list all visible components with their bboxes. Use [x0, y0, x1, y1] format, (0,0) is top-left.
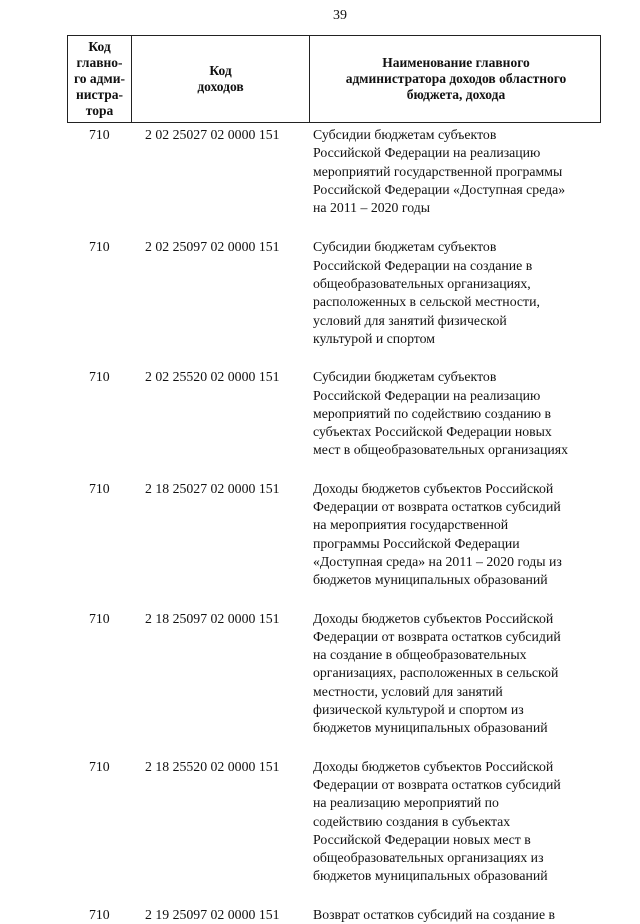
name-line: бюджетов муниципальных образований [313, 720, 548, 736]
name-line: мероприятий по содействию созданию в [313, 405, 552, 421]
name-line: на реализацию мероприятий по [313, 795, 499, 811]
name-line: бюджетов муниципальных образований [313, 572, 548, 588]
income-code: 2 02 25027 02 0000 151 [145, 127, 280, 142]
table-row [67, 906, 607, 924]
name-line: Доходы бюджетов субъектов Российской [313, 758, 554, 774]
income-name [313, 126, 605, 217]
name-line: Российской Федерации новых мест в [313, 831, 531, 847]
income-code: 2 18 25520 02 0000 151 [145, 758, 280, 774]
income-code: 2 19 25097 02 0000 151 [145, 906, 280, 922]
table-row [67, 758, 607, 886]
header-income-code [132, 36, 310, 122]
header-line: нистра- [75, 87, 124, 102]
name-line: на мероприятия государственной [313, 517, 509, 533]
name-line: Возврат остатков субсидий на создание в [313, 906, 556, 922]
header-line: Код [88, 39, 111, 54]
name-line: Российской Федерации на реализацию [313, 387, 541, 403]
income-name [313, 480, 605, 590]
name-line: Субсидии бюджетам субъектов [313, 369, 497, 385]
table-row [67, 480, 607, 590]
header-line: доходов [197, 79, 244, 94]
header-name [310, 36, 602, 122]
name-line: субъектах Российской Федерации новых [313, 424, 552, 440]
name-line: содействию создания в субъектах [313, 813, 511, 829]
name-line: Субсидии бюджетам субъектов [313, 127, 497, 142]
name-line: Федерации от возврата остатков субсидий [313, 776, 561, 792]
table-header [67, 35, 601, 123]
income-name [313, 758, 605, 886]
admin-code: 710 [89, 239, 110, 255]
name-line: расположенных в сельской местности, [313, 294, 540, 310]
name-line: Российской Федерации на создание в [313, 257, 533, 273]
name-line: Федерации от возврата остатков субсидий [313, 499, 561, 515]
name-line: мест в общеобразовательных организациях [313, 442, 568, 458]
income-code: 2 02 25097 02 0000 151 [145, 239, 280, 255]
name-line: Доходы бюджетов субъектов Российской [313, 610, 554, 626]
name-line: физической культурой и спортом из [313, 702, 524, 718]
header-line: го адми- [74, 71, 125, 86]
name-line: Российской Федерации «Доступная среда» [313, 181, 566, 197]
admin-code: 710 [89, 480, 110, 496]
table-body [67, 126, 607, 924]
name-line: бюджетов муниципальных образований [313, 868, 548, 884]
admin-code: 710 [89, 369, 110, 385]
table-row [67, 238, 607, 348]
name-line: условий для занятий физической [313, 312, 507, 328]
name-line: программы Российской Федерации [313, 535, 520, 551]
name-line: Российской Федерации на реализацию [313, 145, 541, 161]
header-admin-code [68, 36, 132, 122]
header-line: тора [85, 103, 114, 118]
income-name [313, 610, 605, 738]
income-name [313, 368, 605, 459]
income-name [313, 906, 605, 924]
name-line: Федерации от возврата остатков субсидий [313, 628, 561, 644]
name-line: на 2011 – 2020 годы [313, 200, 430, 216]
name-line: общеобразовательных организациях из [313, 850, 544, 866]
admin-code: 710 [89, 610, 110, 626]
income-code: 2 02 25520 02 0000 151 [145, 369, 280, 385]
admin-code: 710 [89, 906, 110, 922]
name-line: мероприятий государственной программы [313, 163, 563, 179]
name-line: Субсидии бюджетам субъектов [313, 239, 497, 255]
admin-code: 710 [89, 758, 110, 774]
header-line: бюджета, дохода [406, 87, 506, 102]
name-line: местности, условий для занятий [313, 683, 503, 699]
header-line: Наименование главного [382, 55, 530, 70]
income-name [313, 238, 605, 348]
header-line: главно- [76, 55, 123, 70]
name-line: культурой и спортом [313, 330, 435, 346]
name-line: Доходы бюджетов субъектов Российской [313, 480, 554, 496]
name-line: «Доступная среда» на 2011 – 2020 годы из [313, 553, 562, 569]
page-number: 39 [333, 8, 347, 23]
admin-code: 710 [89, 127, 110, 142]
name-line: общеобразовательных организациях, [313, 276, 531, 292]
header-line: администратора доходов областного [345, 71, 567, 86]
table-row [67, 610, 607, 738]
table-row [67, 126, 607, 217]
header-line: Код [209, 63, 232, 78]
income-code: 2 18 25027 02 0000 151 [145, 480, 280, 496]
name-line: на создание в общеобразовательных [313, 647, 527, 663]
table-row [67, 368, 607, 459]
name-line: организациях, расположенных в сельской [313, 665, 559, 681]
income-code: 2 18 25097 02 0000 151 [145, 610, 280, 626]
